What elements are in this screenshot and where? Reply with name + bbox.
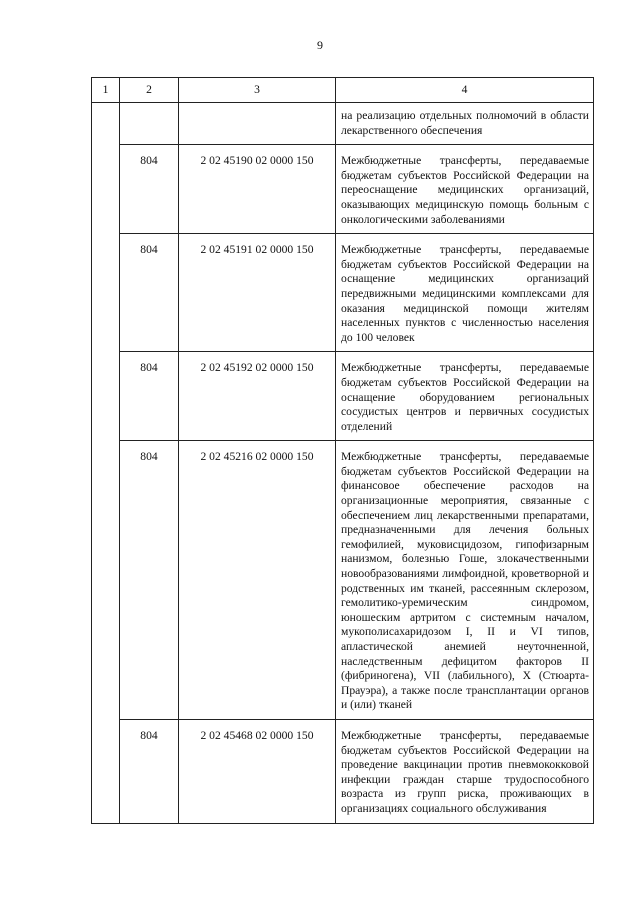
budget-code-cell: 2 02 45216 02 0000 150 (179, 441, 336, 720)
admin-code-cell: 804 (120, 234, 179, 352)
table-row (92, 352, 594, 441)
description-cell: Межбюджетные трансферты, передаваемые бюджетам субъектов Российской Федерации на оснащение оборудованием региональных сосудистых центров и первичных сосудистых отделений (336, 352, 594, 441)
budget-code-cell: 2 02 45468 02 0000 150 (179, 719, 336, 823)
column-header-2: 2 (120, 78, 179, 103)
admin-code-cell: 804 (120, 145, 179, 234)
admin-code-cell: 804 (120, 441, 179, 720)
admin-code-cell: 804 (120, 352, 179, 441)
budget-code-cell (179, 103, 336, 145)
budget-code-cell: 2 02 45192 02 0000 150 (179, 352, 336, 441)
description-cell: Межбюджетные трансферты, передаваемые бюджетам субъектов Российской Федерации на оснащение медицинских организаций передвижными медицинскими комплексами для оказания медицинской помощи жителям населенных пунктов с численностью населения до 100 человек (336, 234, 594, 352)
column-header-1: 1 (92, 78, 120, 103)
budget-codes-table (91, 77, 594, 824)
column-header-3: 3 (179, 78, 336, 103)
table-row (92, 103, 594, 145)
table-row (92, 234, 594, 352)
table-row (92, 145, 594, 234)
description-cell: Межбюджетные трансферты, передаваемые бюджетам субъектов Российской Федерации на проведение вакцинации против пневмококковой инфекции граждан старше трудоспособного возраста из групп риска, проживающих в организациях социального обслуживания (336, 719, 594, 823)
page-number: 9 (317, 38, 323, 52)
table-row (92, 441, 594, 720)
column-1-cell (92, 103, 120, 824)
description-cell: Межбюджетные трансферты, передаваемые бюджетам субъектов Российской Федерации на финансовое обеспечение расходов на организационные мероприятия, связанные с обеспечением лиц лекарственными препаратами, предназначенными для лечения больных гемофилией, муковисцидозом, гипофизарным нанизмом, болезнью Гоше, злокачественными новообразованиями лимфоидной, кроветворной и родственных им тканей, рассеянным склерозом, гемолитико-уремическим синдромом, юношеским артритом с системным началом, мукополисахаридозом I, II и VI типов, апластической анемией неуточненной, наследственным дефицитом факторов II (фибриногена), VII (лабильного), X (Стюарта-Прауэра), а также после трансплантации органов и (или) тканей (336, 441, 594, 720)
admin-code-cell (120, 103, 179, 145)
column-header-4: 4 (336, 78, 594, 103)
admin-code-cell: 804 (120, 719, 179, 823)
table-header-row (92, 78, 594, 103)
budget-code-cell: 2 02 45190 02 0000 150 (179, 145, 336, 234)
budget-code-cell: 2 02 45191 02 0000 150 (179, 234, 336, 352)
table-row (92, 719, 594, 823)
description-cell: на реализацию отдельных полномочий в области лекарственного обеспечения (336, 103, 594, 145)
description-cell: Межбюджетные трансферты, передаваемые бюджетам субъектов Российской Федерации на переоснащение медицинских организаций, оказывающих медицинскую помощь больным с онкологическими заболеваниями (336, 145, 594, 234)
